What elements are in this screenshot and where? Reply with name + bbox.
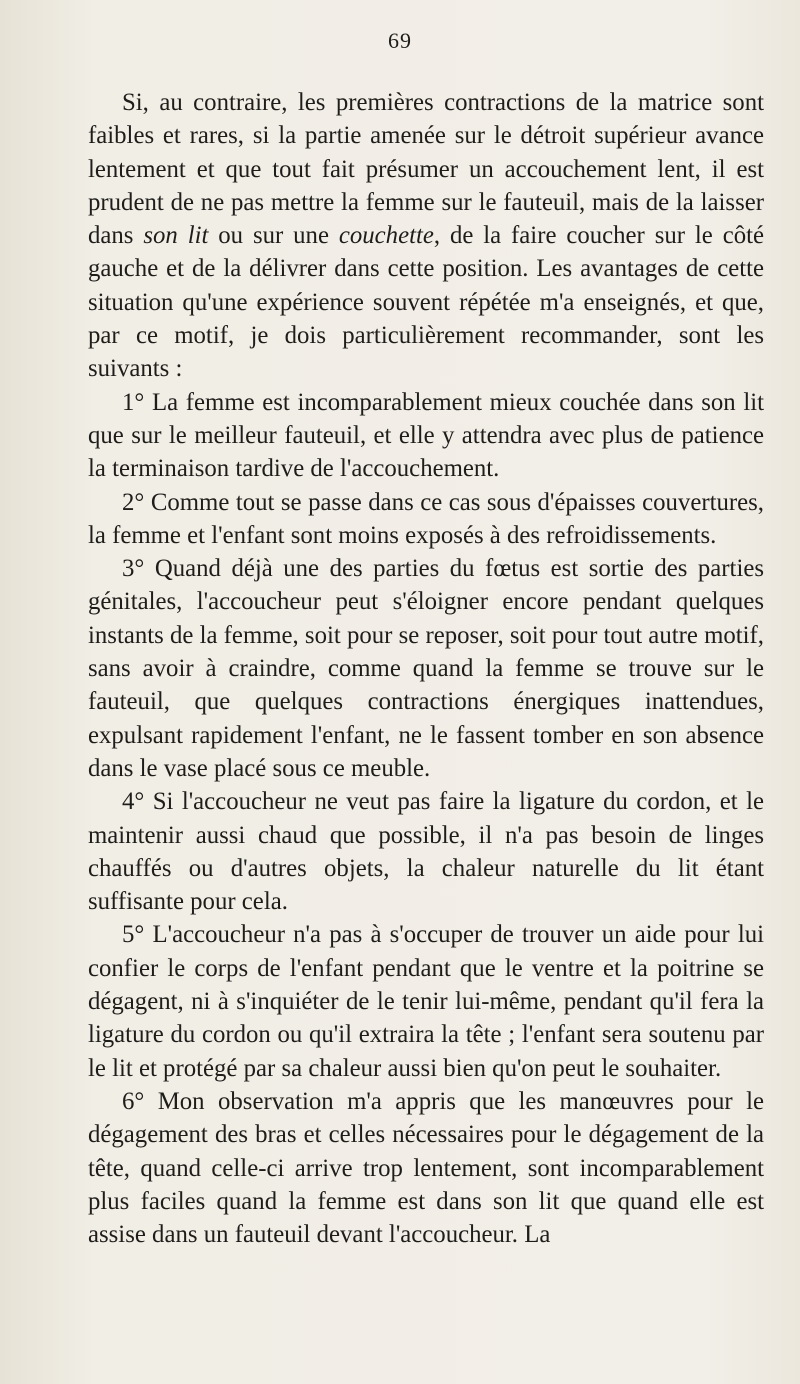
text-run: 1° La femme est incomparablement mieux couchée dans son lit que sur le meilleur fauteuil, et elle y attendra avec plus de patience la terminaison tardive de l'accouchement. (88, 388, 764, 483)
page-number: 69 (388, 28, 412, 53)
italic-text: couchette (338, 222, 434, 250)
paragraph (88, 386, 764, 486)
text-run: 6° Mon observation m'a appris que les manœuvres pour le dégagement des bras et celles nécessaires pour le dégagement de la tête, quand celle-ci arrive trop lentement, sont incomparablement plus faciles quand la femme est dans son lit que quand elle est assise dans un fauteuil devant l'accoucheur. La (88, 1087, 764, 1249)
italic-text: son lit (143, 222, 209, 250)
text-run: Si, au contraire, les premières contractions de la matrice sont faibles et rares, si la partie amenée sur le détroit supérieur avance lentement et que tout fait présumer un accouchement lent, il est prudent de ne pas mettre la femme sur le fauteuil, mais de la laisser dans (88, 89, 764, 250)
text-run: 2° Comme tout se passe dans ce cas sous d'épaisses couvertures, la femme et l'enfant sont moins exposés à des refroidissements. (88, 488, 764, 549)
text-run: 4° Si l'accoucheur ne veut pas faire la ligature du cordon, et le maintenir aussi chaud que possible, il n'a pas besoin de linges chauffés ou d'autres objets, la chaleur naturelle du lit étant suffisante pour cela. (88, 788, 764, 916)
text-run: ou sur une (208, 222, 339, 250)
body-text (88, 86, 764, 1251)
paragraph (88, 918, 764, 1084)
paragraph (88, 86, 764, 386)
text-run: 3° Quand déjà une des parties du fœtus est sortie des parties génitales, l'accoucheur peut s'éloigner encore pendant quelques instants de la femme, soit pour se reposer, soit pour tout autre motif, sans avoir à craindre, comme quand la femme se trouve sur le fauteuil, que quelques contractions énergiques inattendues, expulsant rapidement l'enfant, ne le fassent tomber en son absence dans le vase placé sous ce meuble. (88, 555, 764, 782)
paragraph (88, 486, 764, 553)
text-run: , de la faire coucher sur le côté gauche et de la délivrer dans cette position. Les avantages de cette situation qu'une expérience souvent répétée m'a enseignés, et que, par ce motif, je dois particulièrement recommander, sont les suivants : (88, 222, 764, 383)
text-run: 5° L'accoucheur n'a pas à s'occuper de trouver un aide pour lui confier le corps de l'enfant pendant que le ventre et la poitrine se dégagent, ni à s'inquiéter de le tenir lui-même, pendant qu'il fera la ligature du cordon ou qu'il extraira la tête ; l'enfant sera soutenu par le lit et protégé par sa chaleur aussi bien qu'on peut le souhaiter. (88, 921, 764, 1082)
paragraph (88, 1085, 764, 1251)
paragraph (88, 785, 764, 918)
paragraph (88, 552, 764, 785)
